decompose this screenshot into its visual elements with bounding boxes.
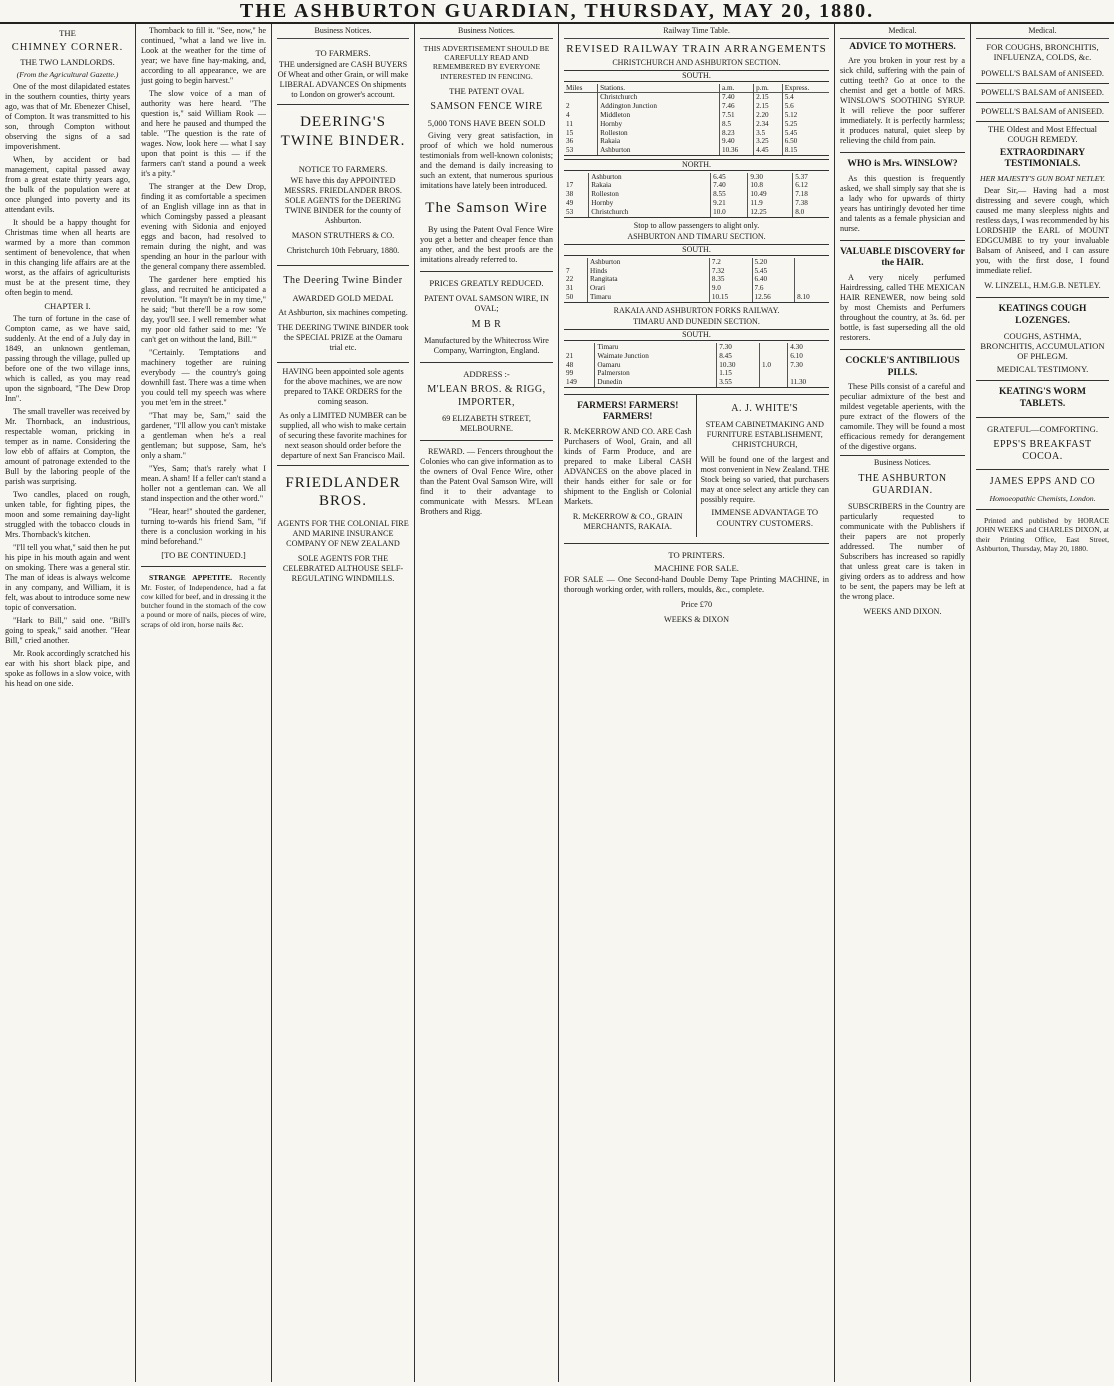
column-header: Railway Time Table. [564, 26, 829, 39]
advert-medal: AWARDED GOLD MEDAL [292, 292, 394, 303]
timetable-cell [760, 343, 788, 352]
story-paragraph: "Yes, Sam; that's rarely what I mean. A sham! If a feller can't stand a holler not a gentleman can. We all stand inspection and the other word." [141, 464, 266, 503]
advert-heading: EXTRAORDINARY TESTIMONIALS. [999, 147, 1086, 170]
timetable-row [564, 275, 829, 284]
timetable-title: REVISED RAILWAY TRAIN ARRANGEMENTS [566, 42, 827, 55]
advert-line: POWELL'S BALSAM of ANISEED. [976, 84, 1109, 103]
timetable-cell: 9.0 [709, 284, 752, 293]
advert-heading: TO PRINTERS. [668, 550, 725, 561]
section-prefix: THE [59, 28, 76, 38]
timetable-cell: Dunedin [595, 378, 717, 387]
timetable-cell: 10.0 [711, 208, 748, 217]
timetable-row [564, 190, 829, 199]
filler-text: Recently Mr. Foster, of Independence, had a fat cow killed for beef, and in dressing it the butcher found in the stomach of the cow a pound or more of nails, pieces of wire, scraps of old iron, horse nails &c. [141, 573, 266, 629]
timetable-row [564, 129, 829, 138]
timetable-row [564, 369, 829, 378]
timetable-cell: 6.50 [782, 137, 829, 146]
advert-title: EPPS'S BREAKFAST COCOA. [993, 439, 1092, 463]
imprint: Printed and published by HORACE JOHN WEEKS and CHARLES DIXON, at their Printing Office, East Street, Ashburton, Thursday, May 20, 1880. [976, 516, 1109, 553]
timetable-cell: Rangitata [588, 275, 710, 284]
advert-body: Dear Sir,— Having had a most distressing and severe cough, which caused me many sleepless nights and restless days, I was recommended by his LORDSHIP the EARL of MOUNT EDGCUMBE to try your invaluable Balsam of Aniseed, and I can assure you, with the first dose, I found immediate relief. [976, 186, 1110, 276]
timetable-cell [795, 275, 829, 284]
timetable-cell: Christchurch [589, 208, 711, 217]
column-header: Express. [782, 84, 829, 93]
advert-heading: IMMENSE ADVANTAGE TO COUNTRY CUSTOMERS. [711, 507, 819, 528]
timetable-cell: 11.9 [748, 199, 793, 208]
timetable-direction: SOUTH. [564, 70, 829, 82]
divider [976, 380, 1109, 381]
advert-heading: NOTICE TO FARMERS. [298, 163, 388, 174]
advert-title: THE ASHBURTON GUARDIAN. [858, 472, 947, 497]
timetable-cell: 10.15 [709, 293, 752, 302]
advert-heading: TO FARMERS. [315, 47, 371, 58]
advert-body: As only a LIMITED NUMBER can be supplied, all who wish to make certain of securing these favorite machines for next season should order before the departure of next San Francisco Mail. [279, 410, 407, 460]
advert-body: THE undersigned are CASH BUYERS Of Wheat and other Grain, or will make LIBERAL ADVANCES On shipments to London on grower's account. [277, 60, 409, 100]
advert-body: WE have this day APPOINTED MESSRS. FRIEDLANDER BROS. SOLE AGENTS for the DEERING TWINE BINDER for the county of Ashburton. [284, 176, 402, 226]
timetable-cell: Waimate Junction [595, 352, 717, 361]
timetable-cell: 6.12 [793, 181, 829, 190]
timetable-cell: 1.15 [717, 369, 760, 378]
timetable-cell: 10.36 [719, 146, 753, 155]
advert-price: Price £70 [680, 600, 713, 609]
timetable-cell: 8.5 [719, 120, 753, 129]
advert-line: THE Oldest and Most Effectual COUGH REMEDY. [987, 123, 1098, 145]
timetable-row [564, 102, 829, 111]
advert-mckerrow [564, 395, 697, 537]
timetable-cell: Middleton [598, 111, 720, 120]
timetable-cell: 50 [566, 292, 574, 301]
timetable-cell [760, 369, 788, 378]
timetable-block [564, 244, 829, 303]
timetable-row [564, 267, 829, 276]
story-paragraph: The stranger at the Dew Drop, finding it as comfortable a specimen of an English village inn as that in which Comingsby passed a pleasant evening with Sidonia and enjoyed eggs and bacon, had resolved to remain during the night, and was spending an hour in the parlour with the general company there assembled. [141, 182, 266, 271]
timetable-cell: 3.25 [754, 137, 783, 146]
trade-mark: M B R [471, 318, 502, 330]
advert-text: AGENTS FOR THE COLONIAL FIRE AND MARINE INSURANCE COMPANY OF NEW ZEALAND [277, 518, 409, 548]
timetable-cell [795, 258, 829, 267]
advert-body: As this question is frequently asked, we shall simply say that she is a lady who for upwards of thirty years has untiringly devoted her time and talents as a female physician and nurse. [840, 173, 965, 233]
divider [976, 509, 1109, 510]
timetable-cell: Hornby [598, 120, 720, 129]
timetable-cell: 1.0 [760, 361, 788, 370]
column-header: a.m. [719, 84, 753, 93]
column-header: Medical. [976, 26, 1109, 39]
timetable-direction: SOUTH. [564, 244, 829, 256]
timetable-cell: Ashburton [588, 258, 710, 267]
timetable-section: CHRISTCHURCH AND ASHBURTON SECTION. [612, 58, 781, 68]
timetable-cell: Palmerston [595, 369, 717, 378]
timetable-cell: Hinds [588, 267, 710, 276]
advert-signature: W. LINZELL, H.M.G.B. NETLEY. [984, 281, 1101, 291]
advert-body: Giving very great satisfaction, in proof of which we hold numerous testimonials from well-known colonists; and the demand is daily increasing to such an extent, that numerous spurious imitations have lately been introduced. [420, 130, 553, 190]
timetable-cell: 17 [566, 181, 574, 190]
timetable-cell: 6.40 [752, 275, 795, 284]
timetable-cell: 3.55 [717, 378, 760, 387]
story-paragraph: When, by accident or bad management, capital passed away from a great estate thirty years ago, the bulk of the population were at once plunged into poverty and its attendant evils. [5, 155, 130, 215]
timetable-cell: 7.18 [793, 190, 829, 199]
timetable-row [564, 361, 829, 370]
timetable-body [564, 173, 829, 217]
advert-title: M'LEAN BROS. & RIGG, IMPORTER, [427, 384, 546, 408]
advert-heading: VALUABLE DISCOVERY for the HAIR. [840, 246, 965, 269]
timetable-cell: 7.51 [719, 111, 753, 120]
timetable-cell: 8.15 [782, 146, 829, 155]
section-title: CHIMNEY CORNER. [11, 42, 124, 54]
timetable-cell: 2.20 [754, 111, 783, 120]
story-paragraph: "Hark to Bill," said one. "Bill's going to speak," said another. "Hear Bill," cried another. [5, 615, 130, 645]
advert-heading: FARMERS! FARMERS! FARMERS! [577, 400, 679, 423]
advert-body: By using the Patent Oval Fence Wire you get a better and cheaper fence than any other, and the best proofs are the imitations already referred to. [420, 225, 553, 265]
timetable-cell: 7.30 [717, 343, 760, 352]
advert-text: THE DEERING TWINE BINDER took the SPECIAL PRIZE at the Oamaru trial etc. [277, 322, 409, 352]
timetable-cell: 10.30 [717, 361, 760, 370]
advert-deering-title: DEERING'S TWINE BINDER. [280, 114, 406, 149]
timetable-cell: 3.5 [754, 129, 783, 138]
advert-body: R. McKERROW AND CO. ARE Cash Purchasers of Wool, Grain, and all kinds of Farm Produce, and are prepared to make Liberal CASH ADVANCES on the above placed in their hands either for sale or for shipment to the English or Colonial Markets. [564, 427, 692, 507]
story-paragraph: Two candles, placed on rough, unken table, for fighting pipes, the moon and some remaining day-light struggled with the tobacco clouds in Mrs. Thornback's kitchen. [5, 489, 130, 539]
divider [976, 297, 1109, 298]
timetable-cell: 7.46 [719, 102, 753, 111]
column-business-notices-2 [415, 24, 559, 1382]
timetable-cell: 5.45 [752, 267, 795, 276]
timetable-cell: 31 [566, 284, 574, 293]
timetable-cell [564, 343, 595, 352]
advert-body: REWARD. — Fencers throughout the Colonies who can give information as to the owners of Oval Fence Wire, other than the Patent Oval Samson Wire, will find it to their advantage to communicate with Messrs. M'Lean Brothers and Rigg. [420, 446, 553, 516]
timetable-cell: 15 [566, 128, 574, 137]
timetable-cell: 21 [566, 351, 574, 360]
divider [840, 349, 965, 350]
business-notices-row [564, 394, 829, 537]
story-paragraph: Mr. Rook accordingly scratched his ear with his short black pipe, and spoke as follows in a slow voice, with his head on one side. [5, 648, 130, 688]
divider [976, 469, 1109, 470]
column-medical-1 [835, 24, 971, 1382]
advert-body: SUBSCRIBERS in the Country are particularly requested to communicate with the Publishers if their papers are not properly addressed. The number of Subscribers has increased so rapidly that unless great care is taken in giving orders as to address and how to be sent, the papers may be left at the wrong place. [840, 502, 965, 602]
advert-line: FOR COUGHS, BRONCHITIS, INFLUENZA, COLDS, &c. [986, 41, 1099, 63]
advert-heading: COCKLE'S ANTIBILIOUS PILLS. [845, 356, 960, 378]
timetable-row [564, 258, 829, 267]
page-columns [0, 24, 1114, 1382]
timetable-section: TIMARU AND DUNEDIN SECTION. [633, 317, 760, 327]
timetable-cell: 7.6 [752, 284, 795, 293]
timetable-cell: 8.45 [717, 352, 760, 361]
column-medical-2 [971, 24, 1114, 1382]
timetable-cell: 5.6 [782, 102, 829, 111]
timetable-cell: 7.40 [711, 181, 748, 190]
advert-body: These Pills consist of a careful and peculiar admixture of the best and mildest vegetable aperients, with the pure extract of the flowers of the camomile. They will be found a most efficacious remedy for derangement of the digestive organs. [840, 382, 965, 452]
timetable-cell: 8.10 [795, 293, 829, 302]
timetable-cell: 8.55 [711, 190, 748, 199]
timetable-cell: 12.56 [752, 293, 795, 302]
story-paragraph: The turn of fortune in the case of Compton came, as we have said, suddenly. At the end of a July day in 1849, an unknown gentleman, passing through the village, pulled up before one of the two village inns, which is called, as you may read upon the signboard, "The Dew Drop Inn". [5, 313, 130, 403]
timetable-cell: 7.30 [788, 361, 829, 370]
timetable-cell: Timaru [595, 343, 717, 352]
timetable-cell: Addington Junction [598, 102, 720, 111]
advert-body: A very nicely perfumed Hairdressing, called THE MEXICAN HAIR RENEWER, now being sold by most Chemists and Perfumers throughout the country, at 3s. 6d. per bottle, is fast superseding all the old restorers. [840, 273, 965, 343]
timetable-cell: 4.45 [754, 146, 783, 155]
advert-cash-buyers [277, 42, 409, 105]
timetable-cell: Rolleston [589, 190, 711, 199]
advert-sole-agents [277, 363, 409, 466]
story-paragraph: "Certainly. Temptations and machinery together are ruining everybody — the country's going downhill fast. There was a time when you could tell my speech was where you met 'em in the street." [141, 348, 266, 407]
timetable-cell: Christchurch [598, 93, 720, 102]
column-header: Business Notices. [277, 26, 409, 39]
column-business-notices-1 [272, 24, 415, 1382]
story-paragraph: The slow voice of a man of authority was here heard. "The question is," said William Rook — and here he paused and thumped the table. "The question is the rate of wages. Now, look here — what I say upon that point is this — if the farmers can't stand a pound a week it's a pity." [141, 89, 266, 178]
timetable-row [564, 343, 829, 352]
divider [564, 543, 829, 544]
timetable-block [564, 70, 829, 156]
advert-line: HER MAJESTY'S GUN BOAT NETLEY. [979, 173, 1106, 183]
timetable-direction: NORTH. [564, 159, 829, 171]
timetable-cell: 8.0 [793, 208, 829, 217]
advert-heading: ADDRESS :- [463, 368, 510, 379]
filler-heading: STRANGE APPETITE. [149, 573, 233, 583]
column-header: Miles [564, 84, 598, 93]
timetable-row [564, 146, 829, 155]
timetable-cell: 7.40 [719, 93, 753, 102]
timetable-cell: 2.15 [754, 102, 783, 111]
story-paragraph: "Hear, hear!" shouted the gardener, turning to-wards his friend Sam, "if there is a conclusion working in his mind beforehand." [141, 507, 266, 546]
advert-heading: KEATING'S WORM TABLETS. [998, 387, 1086, 410]
advert-title: The Samson Wire [425, 199, 548, 216]
timetable-cell: 99 [566, 369, 574, 378]
timetable-body [564, 93, 829, 155]
timetable-cell: 8.35 [709, 275, 752, 284]
advert-heading: THE PATENT OVAL [449, 85, 524, 96]
timetable-cell: 5.37 [793, 173, 829, 182]
timetable-cell [564, 258, 588, 267]
timetable-cell: Rakaia [598, 137, 720, 146]
story-paragraph: It should be a happy thought for Christmas time when all hearts are warmed by a more than common sentiment of benevolence, that when in this changing life affairs are at the worst, as the affairs of agriculturists must be at the present time, they often begin to mend. [5, 218, 130, 298]
timetable-row [564, 352, 829, 361]
timetable-note: Stop to allow passengers to alight only. [633, 220, 760, 230]
column-chimney-corner [0, 24, 136, 1382]
story-paragraph: The small traveller was received by Mr. Thornback, an industrious, respectable woman, pricking in temper as in name. Considering the low ebb of affairs at Compton, the amount of patronage extended to the Bull by the laboring people of the parish was surprising. [5, 406, 130, 486]
advert-text: PATENT OVAL SAMSON WIRE, IN OVAL; [424, 293, 549, 313]
advert-signature: WEEKS AND DIXON. [863, 607, 942, 617]
advert-heading: The Deering Twine Binder [283, 275, 403, 287]
timetable [564, 343, 829, 387]
timetable-body [564, 258, 829, 302]
timetable-direction: SOUTH. [564, 329, 829, 341]
advert-heading: ADVICE TO MOTHERS. [849, 41, 956, 52]
timetable-row [564, 181, 829, 190]
timetable-cell: 7.32 [709, 267, 752, 276]
timetable-cell: 48 [566, 360, 574, 369]
masthead: THE ASHBURTON GUARDIAN, THURSDAY, MAY 20, 1880. [0, 0, 1114, 24]
timetable-cell: 9.21 [711, 199, 748, 208]
advert-subtitle: STEAM CABINETMAKING AND FURNITURE ESTABLISHMENT, CHRISTCHURCH, [705, 420, 824, 450]
timetable-section: RAKAIA AND ASHBURTON FORKS RAILWAY. [613, 305, 780, 315]
advert-deering-binder [277, 266, 409, 363]
column-railway [559, 24, 835, 1382]
divider [976, 417, 1109, 418]
timetable-cell: Ashburton [589, 173, 711, 182]
timetable-section: ASHBURTON AND TIMARU SECTION. [627, 232, 766, 242]
advert-title: SAMSON FENCE WIRE [430, 101, 543, 113]
story-title: THE TWO LANDLORDS. [20, 57, 115, 68]
advert-line: COUGHS, ASTHMA, BRONCHITIS, ACCUMULATION OF PHLEGM. [980, 330, 1105, 362]
to-be-continued: [TO BE CONTINUED.] [161, 550, 246, 560]
timetable-cell: 5.45 [782, 129, 829, 138]
timetable-cell: 36 [566, 137, 574, 146]
timetable-cell: 5.25 [782, 120, 829, 129]
advert-signature: R. McKERROW & CO., GRAIN MERCHANTS, RAKAIA. [572, 512, 683, 532]
timetable-cell [564, 93, 598, 102]
timetable-row [564, 199, 829, 208]
advert-heading: PRICES GREATLY REDUCED. [429, 278, 544, 289]
divider [420, 271, 553, 272]
timetable-cell: 9.40 [719, 137, 753, 146]
column-header: p.m. [754, 84, 783, 93]
timetable-cell: 149 [566, 378, 577, 387]
advert-text: SOLE AGENTS FOR THE CELEBRATED ALTHOUSE SELF-REGULATING WINDMILLS. [282, 553, 404, 583]
advert-title: JAMES EPPS AND CO [989, 476, 1096, 488]
timetable-cell: 22 [566, 275, 574, 284]
timetable-cell: 49 [566, 199, 574, 207]
timetable-row [564, 208, 829, 217]
timetable-cell: 11.30 [788, 378, 829, 387]
story-paragraph: "That may be, Sam," said the gardener, "I'll allow you can't mistake a gentleman when he's a real gentleman; but suppose, Sam, he's only a sham." [141, 411, 266, 460]
divider [420, 362, 553, 363]
timetable-cell: 2.34 [754, 120, 783, 129]
timetable-block [564, 159, 829, 218]
timetable-cell: Hornby [589, 199, 711, 208]
advert-signature: WEEKS & DIXON [663, 615, 730, 624]
divider [840, 152, 965, 153]
timetable-cell: 5.4 [782, 93, 829, 102]
advert-body: Are you broken in your rest by a sick child, suffering with the pain of cutting teeth? Go at once to the chemist and get a bottle of MRS. WINSLOW'S SOOTHING SYRUP. It will relieve the poor sufferer immediately. It is perfectly harmless; it produces natural, quiet sleep by relieving the child from pain. [840, 56, 965, 146]
timetable-cell [795, 267, 829, 276]
timetable-cell [564, 173, 589, 182]
timetable-cell: 7.38 [793, 199, 829, 208]
column-header: Stations. [598, 84, 720, 93]
timetable-cell: Timaru [588, 293, 710, 302]
advert-text: Manufactured by the Whitecross Wire Company, Warrington, England. [424, 335, 549, 355]
timetable-cell: 4.30 [788, 343, 829, 352]
advert-heading: WHO is Mrs. WINSLOW? [847, 159, 958, 170]
timetable-cell: 10.49 [748, 190, 793, 199]
story-paragraph: "I'll tell you what," said then he put his pipe in his mouth again and went on smoking. There was a general stir. The man of ideas is always welcome in any company, and William, it is felt, was about to introduce some new topic of conversation. [5, 542, 130, 612]
timetable-cell: Orari [588, 284, 710, 293]
timetable-cell [788, 369, 829, 378]
timetable-row [564, 93, 829, 102]
chapter-heading: CHAPTER I. [44, 301, 91, 312]
advert-title: A. J. WHITE'S [731, 402, 799, 414]
advert-line: POWELL'S BALSAM of ANISEED. [976, 65, 1109, 84]
timetable-cell: 4 [566, 111, 570, 119]
story-paragraph: One of the most dilapidated estates in the southern counties, thirty years ago, was that of Mr. Ebenezer Chisel, of Compton. It was transmitted to his son, through Compton without observing the signs of a sad impoverishment. [5, 82, 130, 152]
column-header: Business Notices. [840, 455, 965, 468]
column-story-continued [136, 24, 272, 1382]
timetable-cell [760, 352, 788, 361]
story-source: (From the Agricultural Gazette.) [16, 69, 119, 79]
timetable-block [564, 329, 829, 388]
advert-white [697, 395, 830, 537]
timetable-cell: 2 [566, 102, 570, 111]
timetable-cell: Ashburton [598, 146, 720, 155]
advert-date: Christchurch 10th February, 1880. [286, 246, 400, 256]
timetable-cell: 10.8 [748, 181, 793, 190]
column-header: Medical. [840, 26, 965, 39]
advert-heading: 5,000 TONS HAVE BEEN SOLD [427, 118, 546, 129]
timetable-cell: 12.25 [748, 208, 793, 217]
timetable-row [564, 137, 829, 146]
advert-body: HAVING been appointed sole agents for the above machines, we are now prepared to TAKE ORDERS for the coming season. [282, 366, 404, 406]
timetable-row [564, 284, 829, 293]
timetable-row [564, 293, 829, 302]
story-paragraph: The gardener here emptied his glass, and recruited he anticipated a revolution. "It mayn't be in my time," he said; "but there'll be a row some day, you'll see. I well remember what my poor old father said to me: 'Ye can't get on without the land, Bill.'" [141, 275, 266, 344]
timetable-cell: 2.15 [754, 93, 783, 102]
timetable-row [564, 173, 829, 182]
divider [840, 240, 965, 241]
timetable-cell: 5.20 [752, 258, 795, 267]
advert-line: GRATEFUL—COMFORTING. [987, 423, 1098, 434]
divider [141, 566, 266, 567]
advert-body: Will be found one of the largest and most convenient in New Zealand. THE Stock being so varied, that purchasers may at once select any article they can possibly require. [700, 455, 829, 505]
timetable [564, 258, 829, 302]
timetable-cell: 8.23 [719, 129, 753, 138]
advert-warning: THIS ADVERTISEMENT SHOULD BE CAREFULLY READ AND REMEMBERED BY EVERYONE INTERESTED IN FENCING. [423, 43, 550, 81]
timetable-cell: 5.12 [782, 111, 829, 120]
advert-line: POWELL'S BALSAM of ANISEED. [976, 103, 1109, 122]
advert-heading: KEATINGS COUGH LOZENGES. [998, 304, 1087, 326]
timetable-cell: 11 [566, 119, 573, 128]
advert-body: FOR SALE — One Second-hand Double Demy Tape Printing MACHINE, in thorough working order, with rollers, moulds, &c., complete. [564, 575, 829, 594]
timetable-cell: 53 [566, 207, 574, 216]
advert-line: Homoeopathic Chemists, London. [989, 493, 1096, 503]
timetable-cell [795, 284, 829, 293]
timetable-cell: 7 [566, 266, 570, 275]
advert-line: MEDICAL TESTIMONY. [996, 363, 1089, 374]
advert-friedlander-title: FRIEDLANDER BROS. [285, 474, 401, 510]
filler-item [141, 573, 266, 629]
column-header: Business Notices. [420, 26, 553, 39]
timetable-row [564, 111, 829, 120]
timetable [564, 173, 829, 217]
divider [420, 440, 553, 441]
advert-text: 69 ELIZABETH STREET, MELBOURNE. [442, 413, 531, 433]
timetable-cell: 38 [566, 190, 574, 199]
advert-title: MACHINE FOR SALE. [654, 562, 739, 573]
advert-notice-farmers [277, 158, 409, 266]
story-paragraph: Thornback to fill it. "See, now," he continued, "what a land we live in. Look at the weather for the time of year; we have fine hay-making, and, according to all appearance, we are just going to begin harvest." [141, 26, 266, 85]
timetable-cell: 53 [566, 146, 574, 155]
advert-text: At Ashburton, six machines competing. [278, 307, 408, 317]
timetable-cell: 6.45 [711, 173, 748, 182]
timetable-row [564, 120, 829, 129]
timetable-cell: Rakaia [589, 181, 711, 190]
timetable-cell: 6.10 [788, 352, 829, 361]
timetable-cell: 9.30 [748, 173, 793, 182]
timetable-cell [760, 378, 788, 387]
timetable-cell: Rolleston [598, 129, 720, 138]
advert-signature: MASON STRUTHERS & CO. [291, 231, 395, 241]
timetable-row [564, 378, 829, 387]
timetable-header [564, 84, 829, 93]
timetable-body [564, 343, 829, 387]
timetable-cell: 7.2 [709, 258, 752, 267]
timetable-cell: Oamaru [595, 361, 717, 370]
timetable [564, 84, 829, 155]
